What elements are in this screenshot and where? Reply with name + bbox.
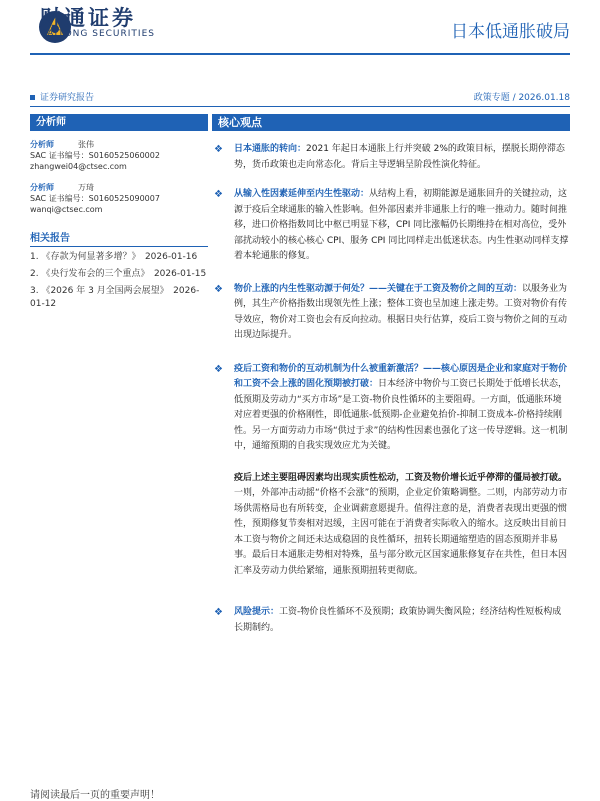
analyst-email[interactable]: wanqi@ctsec.com <box>30 205 103 214</box>
analyst-card <box>30 139 208 172</box>
disclaimer-note: 请阅读最后一页的重要声明！ <box>30 790 160 801</box>
risk-warning <box>212 605 570 636</box>
key-point <box>212 282 570 344</box>
diamond-bullet-icon: ❖ <box>214 144 223 155</box>
paragraph-lead: 疫后上述主要阻碍因素均出现实质性松动，工资及物价增长近乎停滞的僵局被打破。 <box>234 472 568 483</box>
point-text: 以服务业为例，其生产价格指数出现领先性上涨；整体工资也呈加速上涨走势。工资对物价有传导效应，物价对工资也会有反向拉动。根据日央行估算，疫后工资与物价之间的互动出现边际提升。 <box>234 283 568 340</box>
key-point <box>212 187 570 265</box>
diamond-bullet-icon: ❖ <box>214 189 223 200</box>
point-heading: 疫后工资和物价的互动机制为什么被重新激活？——核心原因是企业和家庭对于物价和工资不会上涨的固化预期被打破： <box>234 363 568 389</box>
point-heading: 从输入性因素延伸至内生性驱动： <box>234 189 370 199</box>
analyst-name: 张伟 <box>78 140 94 149</box>
diamond-bullet-icon: ❖ <box>214 363 223 375</box>
point-text: 从结构上看，初期能源是通胀回升的关键拉动，这源于疫后全球通胀的输入性影响。但外部因素并非通胀上行的唯一推动力。随时间推移，进口价格指数同比中枢已明显下移，CPI 同比涨幅仍长期维持在相对高位，受外部扰动较小的核心核心 CPI、服务 CPI 同比同样走出低迷状态。内生性驱动同样支撑着本轮通胀的修复。 <box>234 189 569 261</box>
analyst-role: 分析师 <box>30 183 54 192</box>
sidebar <box>30 114 208 311</box>
related-reports-title: 相关报告 <box>30 229 208 247</box>
diamond-bullet-icon: ❖ <box>214 607 223 618</box>
analyst-cert: SAC 证书编号：S0160525090007 <box>30 194 160 203</box>
related-report-link[interactable]: 3. 《2026 年 3 月全国两会展望》 2026-01-12 <box>30 286 200 309</box>
point-text: 2021 年起日本通胀上行并突破 2%的政策目标，摆脱长期停滞态势，货币政策也走向常态化。背后主导逻辑呈阶段性演化特征。 <box>234 144 565 170</box>
analyst-role: 分析师 <box>30 140 54 149</box>
report-type-label: 证券研究报告 <box>40 93 95 103</box>
analyst-name: 万琦 <box>78 183 94 192</box>
diamond-bullet-icon: ❖ <box>214 283 223 295</box>
key-point <box>212 142 570 173</box>
paragraph-text: 一则，外部冲击动摇“价格不会涨”的预期，企业定价策略调整。二则，内部劳动力市场供需格局也有所转变，企业调薪意愿提升。值得注意的是，消费者表现出更强的惯性，预期修复节奏相对迟缓，主因可能在于消费者实际收入的缩水。这反映出目前日本工资与物价之间还未达成稳固的良性循环，扭转长期通缩塑造的固态预期并非易事。最后日本通胀走势相对特殊，虽与部分欧元区国家通胀修复存在共性，但日本因汇率及劳动力供给紧缩，通胀预期扭转更彻底。 <box>234 488 568 576</box>
related-report-link[interactable]: 1. 《存款为何显著多增？》 2026-01-16 <box>30 252 198 262</box>
point-heading: 日本通胀的转向： <box>234 144 307 154</box>
core-views <box>212 114 570 636</box>
analyst-cert: SAC 证书编号：S0160525060002 <box>30 151 160 160</box>
point-text: 日本经济中物价与工资已长期处于低增长状态，低预期及劳动力“买方市场”是工资-物价良性循环的主要阻碍。一方面，低通胀环境对应着更强的价格刚性，即低通胀-低预期-企业避免抬价-抑制工资成本-价格持续刚性。另一方面劳动力市场“供过于求”的结构性因素也强化了这一传导逻辑。这一机制中，通缩预期的自我实现效应尤为关键。 <box>234 379 568 451</box>
analysis-paragraph <box>212 471 570 580</box>
analyst-card <box>30 182 208 215</box>
report-type <box>30 90 94 103</box>
key-point <box>212 362 570 455</box>
risk-text: 工资-物价良性循环不及预期；政策协调失衡风险；经济结构性短板构成长期制约。 <box>234 607 562 633</box>
related-report-link[interactable]: 2. 《央行发布会的三个重点》 2026-01-15 <box>30 269 207 279</box>
page-header <box>0 0 600 56</box>
header-divider <box>30 53 570 55</box>
sub-header-divider <box>30 106 570 107</box>
analyst-email[interactable]: zhangwei04@ctsec.com <box>30 162 127 171</box>
point-heading: 物价上涨的内生性驱动源于何处？——关键在于工资及物价之间的互动： <box>234 283 523 294</box>
risk-heading: 风险提示： <box>234 607 280 617</box>
square-bullet-icon <box>30 95 35 100</box>
logo-text-en: CAITONG SECURITIES <box>40 29 155 39</box>
report-title: 日本低通胀破局 <box>451 22 570 42</box>
core-views-title: 核心观点 <box>212 114 570 131</box>
analysts-title: 分析师 <box>30 114 208 131</box>
report-date: 政策专题 / 2026.01.18 <box>473 93 570 103</box>
logo-text-cn: 财通证券 <box>40 6 136 30</box>
